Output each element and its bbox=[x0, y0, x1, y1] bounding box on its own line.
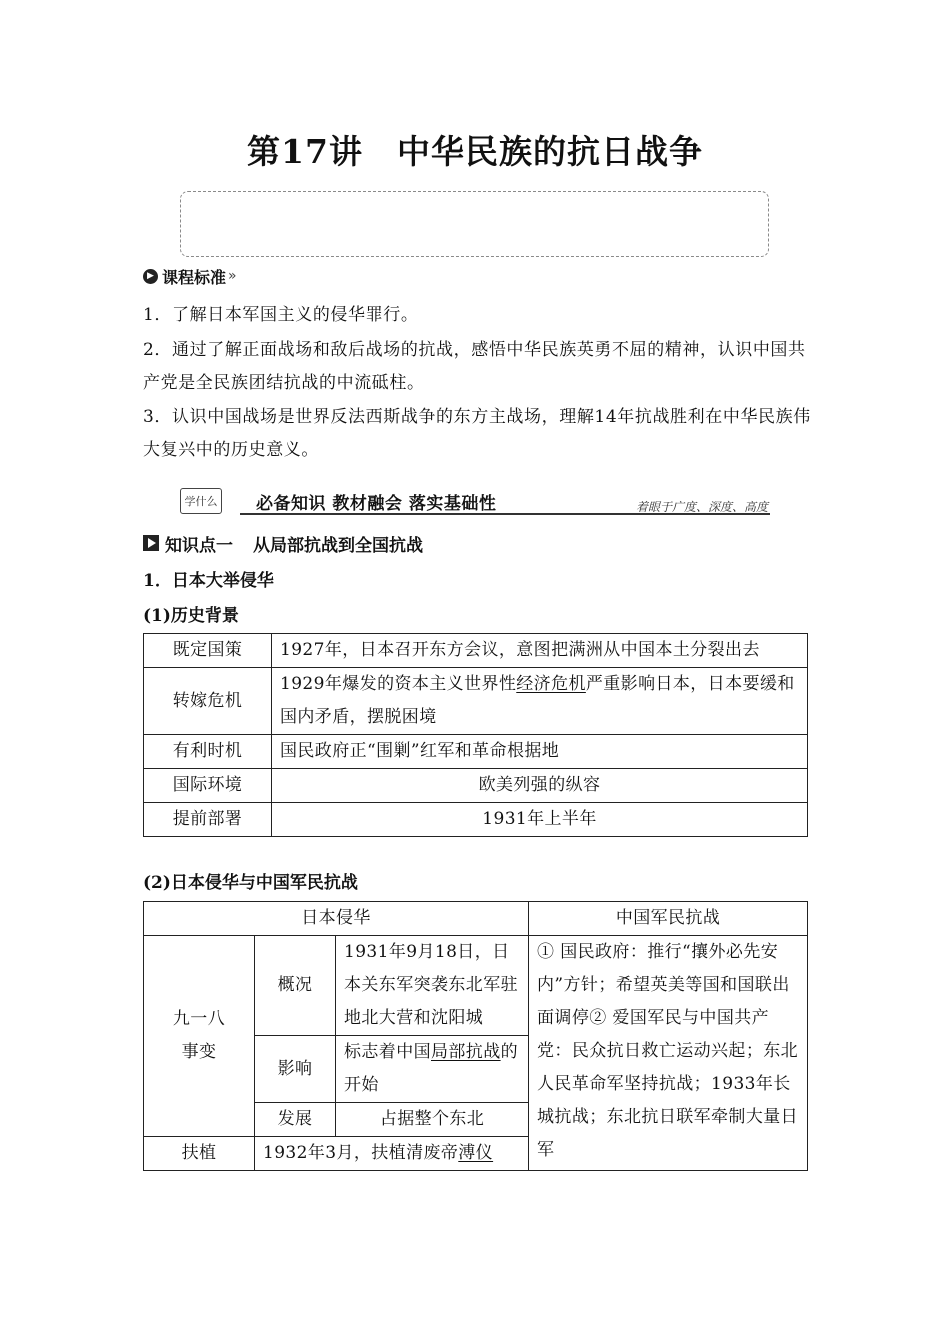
row-text: 1929年爆发的资本主义世界性经济危机严重影响日本，日本要缓和国内矛盾，摆脱困境 bbox=[272, 668, 808, 735]
key-term: 局部抗战 bbox=[431, 1042, 501, 1062]
page-title: 第17讲 中华民族的抗日战争 bbox=[247, 132, 703, 171]
resistance-text: ① 国民政府：推行“攘外必先安内”方针；希望英美等国和国联出面调停② 爱国军民与中国共产党：民众抗日救亡运动兴起；东北人民革命军坚持抗战；1933年长城抗战；东北抗日联军牵制大量日军 bbox=[529, 936, 808, 1171]
row-text: 国民政府正“围剿”红军和革命根据地 bbox=[272, 735, 808, 769]
play-circle-icon: ▶ bbox=[143, 269, 158, 284]
subsection-heading-1: (1)历史背景 bbox=[143, 606, 239, 626]
table-row bbox=[144, 936, 808, 1036]
dashed-frame bbox=[180, 191, 769, 257]
row-text: 1931年上半年 bbox=[272, 803, 808, 837]
row-text: 欧美列强的纵容 bbox=[272, 769, 808, 803]
banner-aside: 着眼于广度、深度、高度 bbox=[635, 500, 768, 514]
support-label: 扶植 bbox=[144, 1137, 255, 1171]
banner-logo: 学什么 bbox=[180, 488, 222, 514]
impact-text: 标志着中国局部抗战的开始 bbox=[336, 1036, 529, 1103]
row-label: 国际环境 bbox=[144, 769, 272, 803]
table-row bbox=[144, 803, 808, 837]
standard-item-3: 3．认识中国战场是世界反法西斯战争的东方主战场，理解14年抗战胜利在中华民族伟大复兴中的历史意义。 bbox=[143, 407, 811, 460]
overview-label: 概况 bbox=[255, 936, 336, 1036]
background-table bbox=[143, 633, 808, 837]
course-standard-tag bbox=[143, 265, 237, 287]
row-label: 转嫁危机 bbox=[144, 668, 272, 735]
key-term: 溥仪 bbox=[458, 1143, 494, 1163]
course-standard-label: 课程标准 bbox=[162, 267, 227, 287]
impact-label: 影响 bbox=[255, 1036, 336, 1103]
table-row bbox=[144, 902, 808, 936]
table-row bbox=[144, 668, 808, 735]
overview-text: 1931年9月18日，日本关东军突袭东北军驻地北大营和沈阳城 bbox=[336, 936, 529, 1036]
standard-item-1: 1．了解日本军国主义的侵华罪行。 bbox=[143, 305, 419, 325]
triangle-icon bbox=[143, 535, 159, 551]
invasion-resistance-table bbox=[143, 901, 808, 1171]
key-term: 经济危机 bbox=[516, 674, 586, 694]
knowledge-point-heading: 知识点一 从局部抗战到全国抗战 bbox=[143, 531, 423, 555]
table-row bbox=[144, 735, 808, 769]
develop-text: 占据整个东北 bbox=[336, 1103, 529, 1137]
develop-label: 发展 bbox=[255, 1103, 336, 1137]
section-banner bbox=[180, 486, 770, 516]
double-chevron-icon: » bbox=[228, 268, 237, 284]
standard-item-2: 2．通过了解正面战场和敌后战场的抗战，感悟中华民族英勇不屈的精神，认识中国共产党是全民族团结抗战的中流砥柱。 bbox=[143, 340, 806, 393]
row-label: 提前部署 bbox=[144, 803, 272, 837]
support-text: 1932年3月，扶植清废帝溥仪 bbox=[255, 1137, 529, 1171]
header-china: 中国军民抗战 bbox=[529, 902, 808, 936]
header-japan: 日本侵华 bbox=[144, 902, 529, 936]
table-row bbox=[144, 769, 808, 803]
row-label: 有利时机 bbox=[144, 735, 272, 769]
event-cell: 九一八 事变 bbox=[144, 936, 255, 1137]
section-heading: 1．日本大举侵华 bbox=[143, 571, 274, 591]
row-text: 1927年，日本召开东方会议，意图把满洲从中国本土分裂出去 bbox=[272, 634, 808, 668]
table-row bbox=[144, 634, 808, 668]
row-label: 既定国策 bbox=[144, 634, 272, 668]
banner-heading: 必备知识 教材融会 落实基础性 bbox=[256, 494, 497, 514]
subsection-heading-2: (2)日本侵华与中国军民抗战 bbox=[143, 873, 358, 893]
